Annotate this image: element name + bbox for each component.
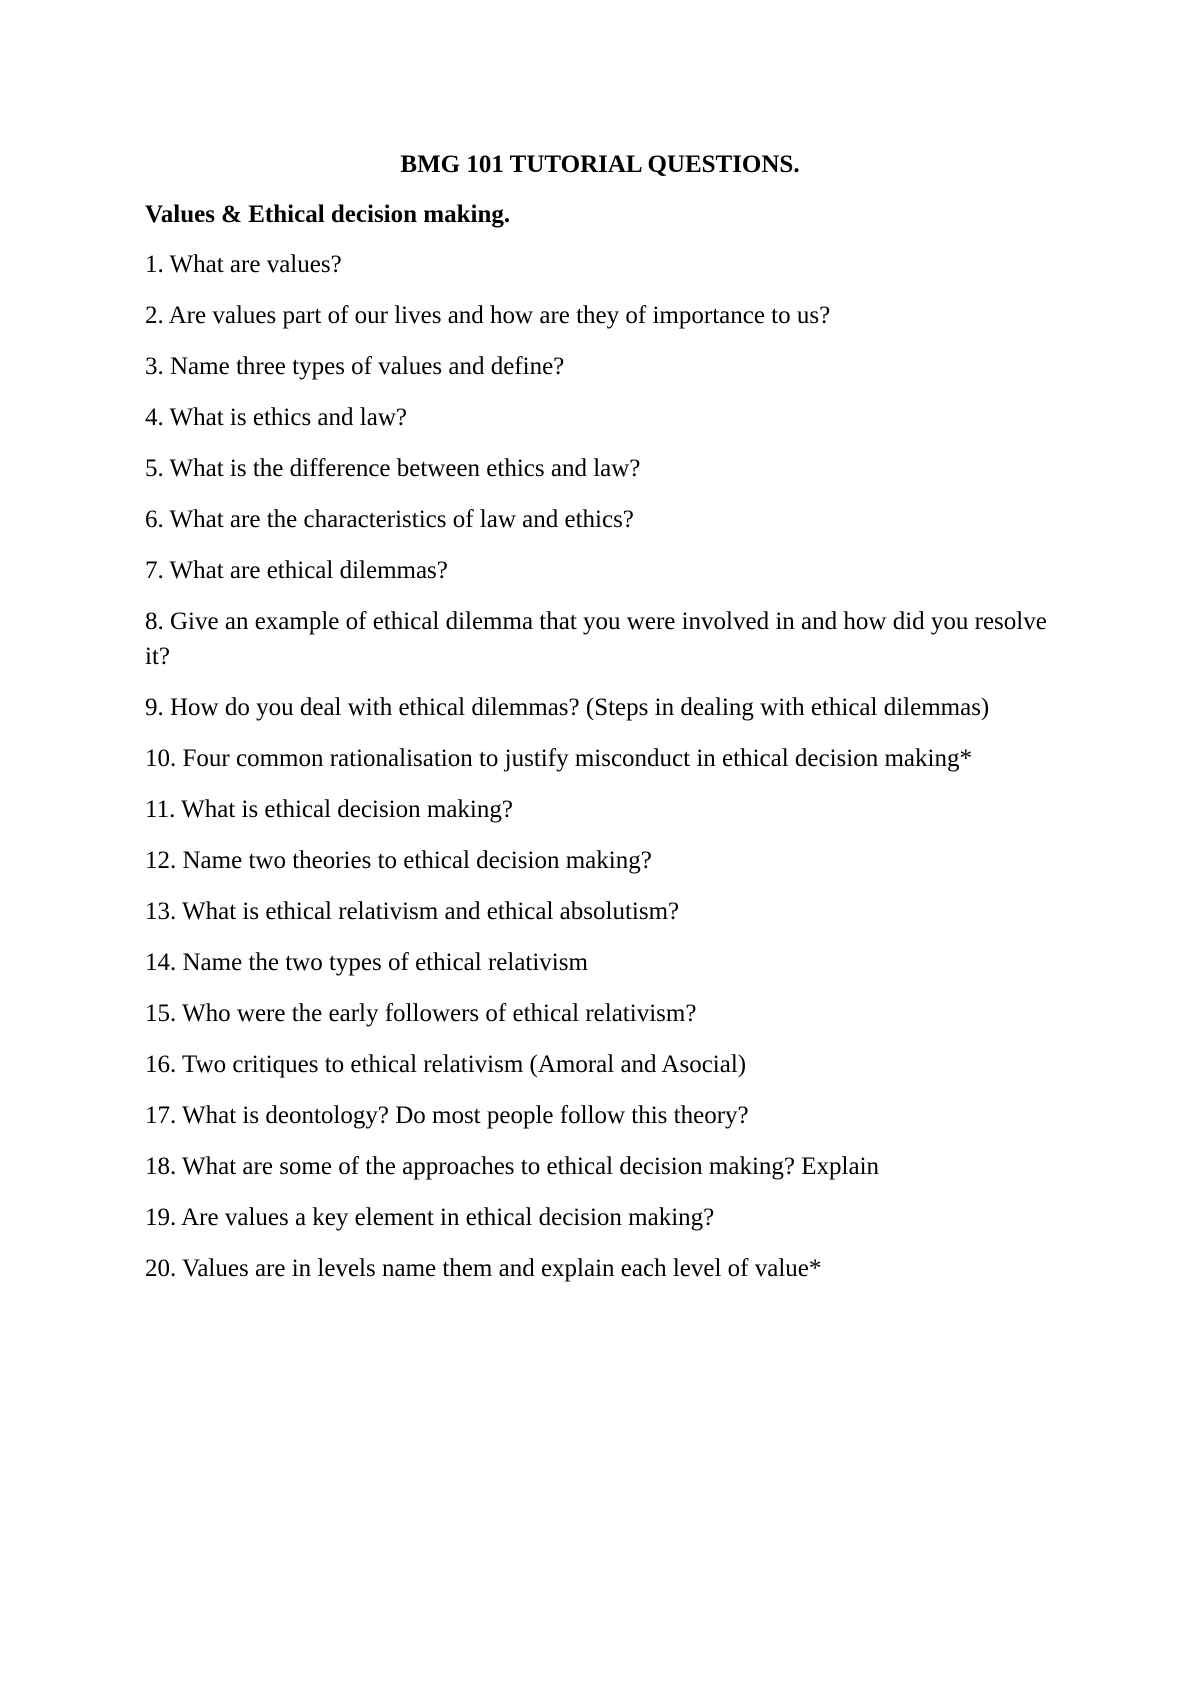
- document-title: BMG 101 TUTORIAL QUESTIONS.: [400, 151, 800, 178]
- question-item: 20. Values are in levels name them and explain each level of value*: [145, 1254, 822, 1282]
- question-item: 3. Name three types of values and define?: [145, 353, 565, 380]
- question-item: 9. How do you deal with ethical dilemmas? (Steps in dealing with ethical dilemmas): [145, 693, 990, 721]
- question-list: [145, 248, 1060, 1303]
- question-item: 16. Two critiques to ethical relativism (Amoral and Asocial): [145, 1050, 747, 1078]
- question-item: 19. Are values a key element in ethical decision making?: [145, 1203, 715, 1231]
- question-item: 4. What is ethics and law?: [145, 404, 407, 431]
- question-item: 7. What are ethical dilemmas?: [145, 557, 448, 584]
- question-item: 8. Give an example of ethical dilemma that you were involved in and how did you resolve it?: [145, 608, 1047, 670]
- question-item: 6. What are the characteristics of law and ethics?: [145, 506, 634, 533]
- question-item: 5. What is the difference between ethics and law?: [145, 455, 641, 482]
- question-item: 1. What are values?: [145, 251, 342, 278]
- question-item: 2. Are values part of our lives and how are they of importance to us?: [145, 302, 831, 329]
- question-item: 11. What is ethical decision making?: [145, 795, 513, 823]
- section-heading: Values & Ethical decision making.: [145, 201, 511, 228]
- question-item: 18. What are some of the approaches to ethical decision making? Explain: [145, 1152, 880, 1180]
- question-item: 12. Name two theories to ethical decision making?: [145, 846, 652, 874]
- question-item: 13. What is ethical relativism and ethical absolutism?: [145, 897, 680, 925]
- question-item: 10. Four common rationalisation to justify misconduct in ethical decision making*: [145, 744, 972, 772]
- question-item: 15. Who were the early followers of ethical relativism?: [145, 999, 697, 1027]
- question-item: 17. What is deontology? Do most people follow this theory?: [145, 1101, 749, 1129]
- question-item: 14. Name the two types of ethical relativism: [145, 948, 588, 976]
